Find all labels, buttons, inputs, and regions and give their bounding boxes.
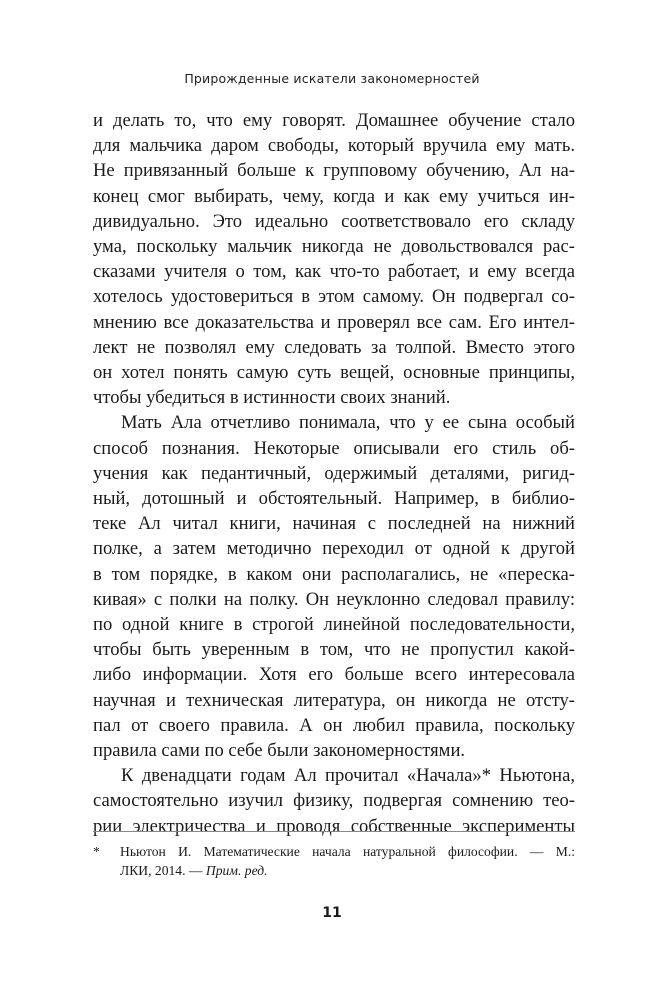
text-line: Мать Ала отчетливо понимала, что у ее сына особый [121,412,575,434]
paragraph [93,108,575,410]
text-line: правила сами по себе были закономерностями. [93,740,466,762]
footnote-mark: * [93,844,100,859]
text-line: полке, а затем методично переходил от одной к другой [93,538,575,560]
footnote-editor-note: Прим. ред. [205,863,268,878]
body-text [93,108,575,839]
text-line: сказами учителя о том, как что-то работает, и ему всегда [93,261,575,283]
paragraph [93,763,575,839]
text-line: учения как педантичный, одержимый деталями, ригид- [93,462,575,484]
text-line: научная и техническая литература, он никогда не отсту- [93,689,575,711]
text-line: для мальчика даром свободы, который вручила ему мать. [93,135,575,157]
text-line: он хотел понять самую суть вещей, основные принципы, [93,362,575,384]
footnote-line [120,861,575,880]
footnote-line: Ньютон И. Математические начала натуральной философии. — М.: [120,844,575,859]
footnote-source: ЛКИ, 2014. — [120,863,206,878]
running-head: Прирожденные искатели закономерностей [184,71,480,86]
text-line: самостоятельно изучил физику, подвергая сомнению тео- [93,790,575,812]
text-line: чтобы убедиться в истинности своих знаний. [93,387,451,409]
text-line: К двенадцати годам Ал прочитал «Начала»* Ньютона, [121,765,575,787]
text-line: хотелось удостовериться в этом самому. Он подвергал со- [93,286,575,308]
text-line: либо информации. Хотя его больше всего интересовала [93,664,575,686]
text-line: и делать то, что ему говорят. Домашнее обучение стало [93,110,575,131]
text-line: пал от своего правила. А он любил правила, поскольку [93,714,575,736]
text-line: в том порядке, в каком они располагались, не «переска- [93,563,575,585]
page-number: 11 [322,905,342,921]
footnote-text [120,842,575,880]
text-line: рии электричества и проводя собственные эксперименты [93,815,575,837]
text-line: мнению все доказательства и проверял все сам. Его интел- [93,311,575,333]
footnote [93,842,575,880]
text-line: способ познания. Некоторые описывали его стиль об- [93,437,575,459]
text-line: теке Ал читал книги, начиная с последней на нижний [93,513,575,535]
text-line: ума, поскольку мальчик никогда не довольствовался рас- [93,236,575,258]
footnote-divider [93,831,575,832]
text-line: дивидуально. Это идеально соответствовало его складу [93,210,575,232]
text-line: кивая» с полки на полку. Он неуклонно следовал правилу: [93,588,575,610]
text-line: Не привязанный больше к групповому обучению, Ал на- [93,160,575,182]
text-line: ный, дотошный и обстоятельный. Например, в библио- [93,488,575,510]
text-line: конец смог выбирать, чему, когда и как ему учиться ин- [93,185,575,207]
text-line: чтобы быть уверенным в том, что не пропустил какой- [93,639,575,661]
paragraph [93,410,575,763]
text-line: по одной книге в строгой линейной последовательности, [93,614,575,636]
text-line: лект не позволял ему следовать за толпой. Вместо этого [93,336,575,358]
